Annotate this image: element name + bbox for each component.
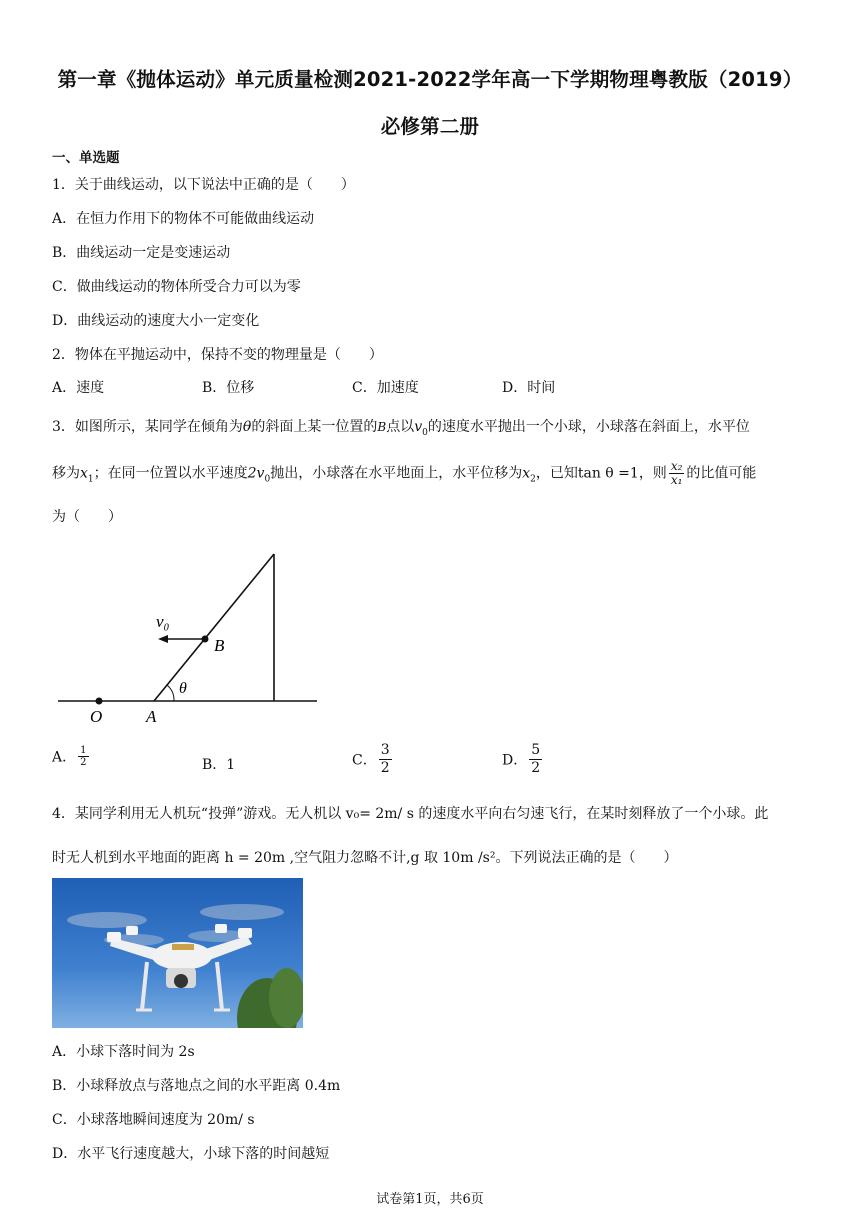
q3-point-b: B bbox=[377, 420, 387, 434]
q3-text: 抛出，小球落在水平地面上，水平位移为 bbox=[270, 465, 523, 482]
question-2-option-b: B．位移 bbox=[202, 380, 255, 396]
page-footer: 试卷第1页，共6页 bbox=[376, 1192, 484, 1207]
drone-photo bbox=[52, 878, 303, 1028]
option-label: C． bbox=[352, 752, 377, 769]
q3-text: ，则 bbox=[638, 465, 667, 482]
option-label: D． bbox=[502, 752, 528, 769]
q3-text: 的斜面上某一位置的 bbox=[251, 419, 378, 435]
q3-text: ，已知 bbox=[535, 465, 578, 482]
section-heading: 一、单选题 bbox=[52, 150, 120, 166]
angle-arc bbox=[167, 685, 174, 701]
question-3-option-c bbox=[352, 742, 394, 777]
q3-text: 点以 bbox=[386, 419, 415, 435]
question-1-option-b: B．曲线运动一定是变速运动 bbox=[52, 245, 231, 261]
question-1-stem: 1．关于曲线运动，以下说法中正确的是（ ） bbox=[52, 177, 355, 193]
q3-2v: 2v bbox=[247, 465, 265, 482]
q3-x: x bbox=[80, 465, 88, 482]
q3-text: 的比值可能 bbox=[686, 465, 757, 482]
q3-text: 移为 bbox=[52, 465, 80, 482]
question-2-option-d: D．时间 bbox=[502, 380, 556, 396]
frac-num: 1 bbox=[80, 745, 87, 756]
question-4-line-1: 4．某同学利用无人机玩“投弹”游戏。无人机以 v₀= 2m/ s 的速度水平向右匀速飞行，在某时刻释放了一个小球。此 bbox=[52, 806, 769, 822]
question-1-option-c: C．做曲线运动的物体所受合力可以为零 bbox=[52, 279, 301, 295]
q3-theta: θ bbox=[242, 419, 252, 435]
label-a: A bbox=[146, 707, 157, 726]
question-4-option-b: B．小球释放点与落地点之间的水平距离 0.4m bbox=[52, 1078, 341, 1094]
q3-sub: 1 bbox=[87, 474, 94, 485]
label-b: B bbox=[214, 636, 225, 655]
q3-sub: 2 bbox=[530, 474, 536, 485]
option-d-fraction bbox=[529, 742, 542, 777]
page-title: 第一章《抛体运动》单元质量检测2021-2022学年高一下学期物理粤教版（2019） bbox=[57, 68, 803, 91]
frac-den: 2 bbox=[80, 757, 87, 768]
q3-fraction bbox=[669, 460, 685, 487]
question-3-line-2 bbox=[52, 460, 756, 487]
q3-tan: tan θ =1 bbox=[577, 465, 639, 482]
question-4-option-d: D．水平飞行速度越大，小球下落的时间越短 bbox=[52, 1146, 330, 1162]
q3-sub: 0 bbox=[422, 427, 428, 438]
question-3-option-d bbox=[502, 742, 544, 777]
page-subtitle: 必修第二册 bbox=[380, 115, 480, 138]
label-v0: v₀ bbox=[156, 612, 170, 631]
question-4-option-a: A．小球下落时间为 2s bbox=[52, 1044, 195, 1060]
question-3-option-a bbox=[52, 745, 91, 768]
q3-frac-den: x₁ bbox=[670, 473, 683, 487]
label-theta: θ bbox=[179, 680, 187, 697]
q3-sub: 0 bbox=[264, 474, 271, 485]
question-3-line-1 bbox=[52, 416, 750, 438]
option-value: 1 bbox=[226, 757, 236, 773]
arrowhead bbox=[158, 635, 168, 643]
question-2-option-a: A．速度 bbox=[52, 380, 105, 396]
question-1-option-d: D．曲线运动的速度大小一定变化 bbox=[52, 313, 260, 329]
incline-line bbox=[154, 554, 274, 701]
option-label: A． bbox=[52, 749, 77, 766]
question-3-option-b bbox=[202, 754, 235, 774]
frac-den: 2 bbox=[380, 760, 390, 776]
question-2-stem: 2．物体在平抛运动中，保持不变的物理量是（ ） bbox=[52, 347, 383, 363]
option-a-fraction bbox=[78, 745, 88, 768]
q3-text: 3．如图所示，某同学在倾角为 bbox=[52, 419, 243, 435]
question-4-option-c: C．小球落地瞬间速度为 20m/ s bbox=[52, 1112, 255, 1128]
question-4-line-2: 时无人机到水平地面的距离 h = 20m ,空气阻力忽略不计,g 取 10m /s²。下列说法正确的是（ ） bbox=[52, 850, 678, 866]
question-3-line-3: 为（ ） bbox=[52, 509, 122, 525]
q3-text: ；在同一位置以水平速度 bbox=[93, 465, 248, 482]
question-2-option-c: C．加速度 bbox=[352, 380, 419, 396]
question-1-option-a: A．在恒力作用下的物体不可能做曲线运动 bbox=[52, 211, 315, 227]
q3-text: 的速度水平抛出一个小球，小球落在斜面上，水平位 bbox=[427, 419, 750, 435]
drone-illustration bbox=[52, 878, 303, 1028]
q3-v: v bbox=[414, 419, 423, 435]
q3-frac-num: x₂ bbox=[670, 459, 683, 473]
option-c-fraction bbox=[379, 742, 392, 777]
label-o: O bbox=[90, 707, 103, 726]
incline-diagram bbox=[52, 548, 322, 726]
frac-den: 2 bbox=[531, 760, 541, 776]
frac-num: 3 bbox=[380, 742, 390, 758]
point-o bbox=[96, 698, 103, 705]
option-label: B． bbox=[202, 757, 227, 773]
frac-num: 5 bbox=[531, 742, 541, 758]
q3-x: x bbox=[522, 465, 531, 482]
